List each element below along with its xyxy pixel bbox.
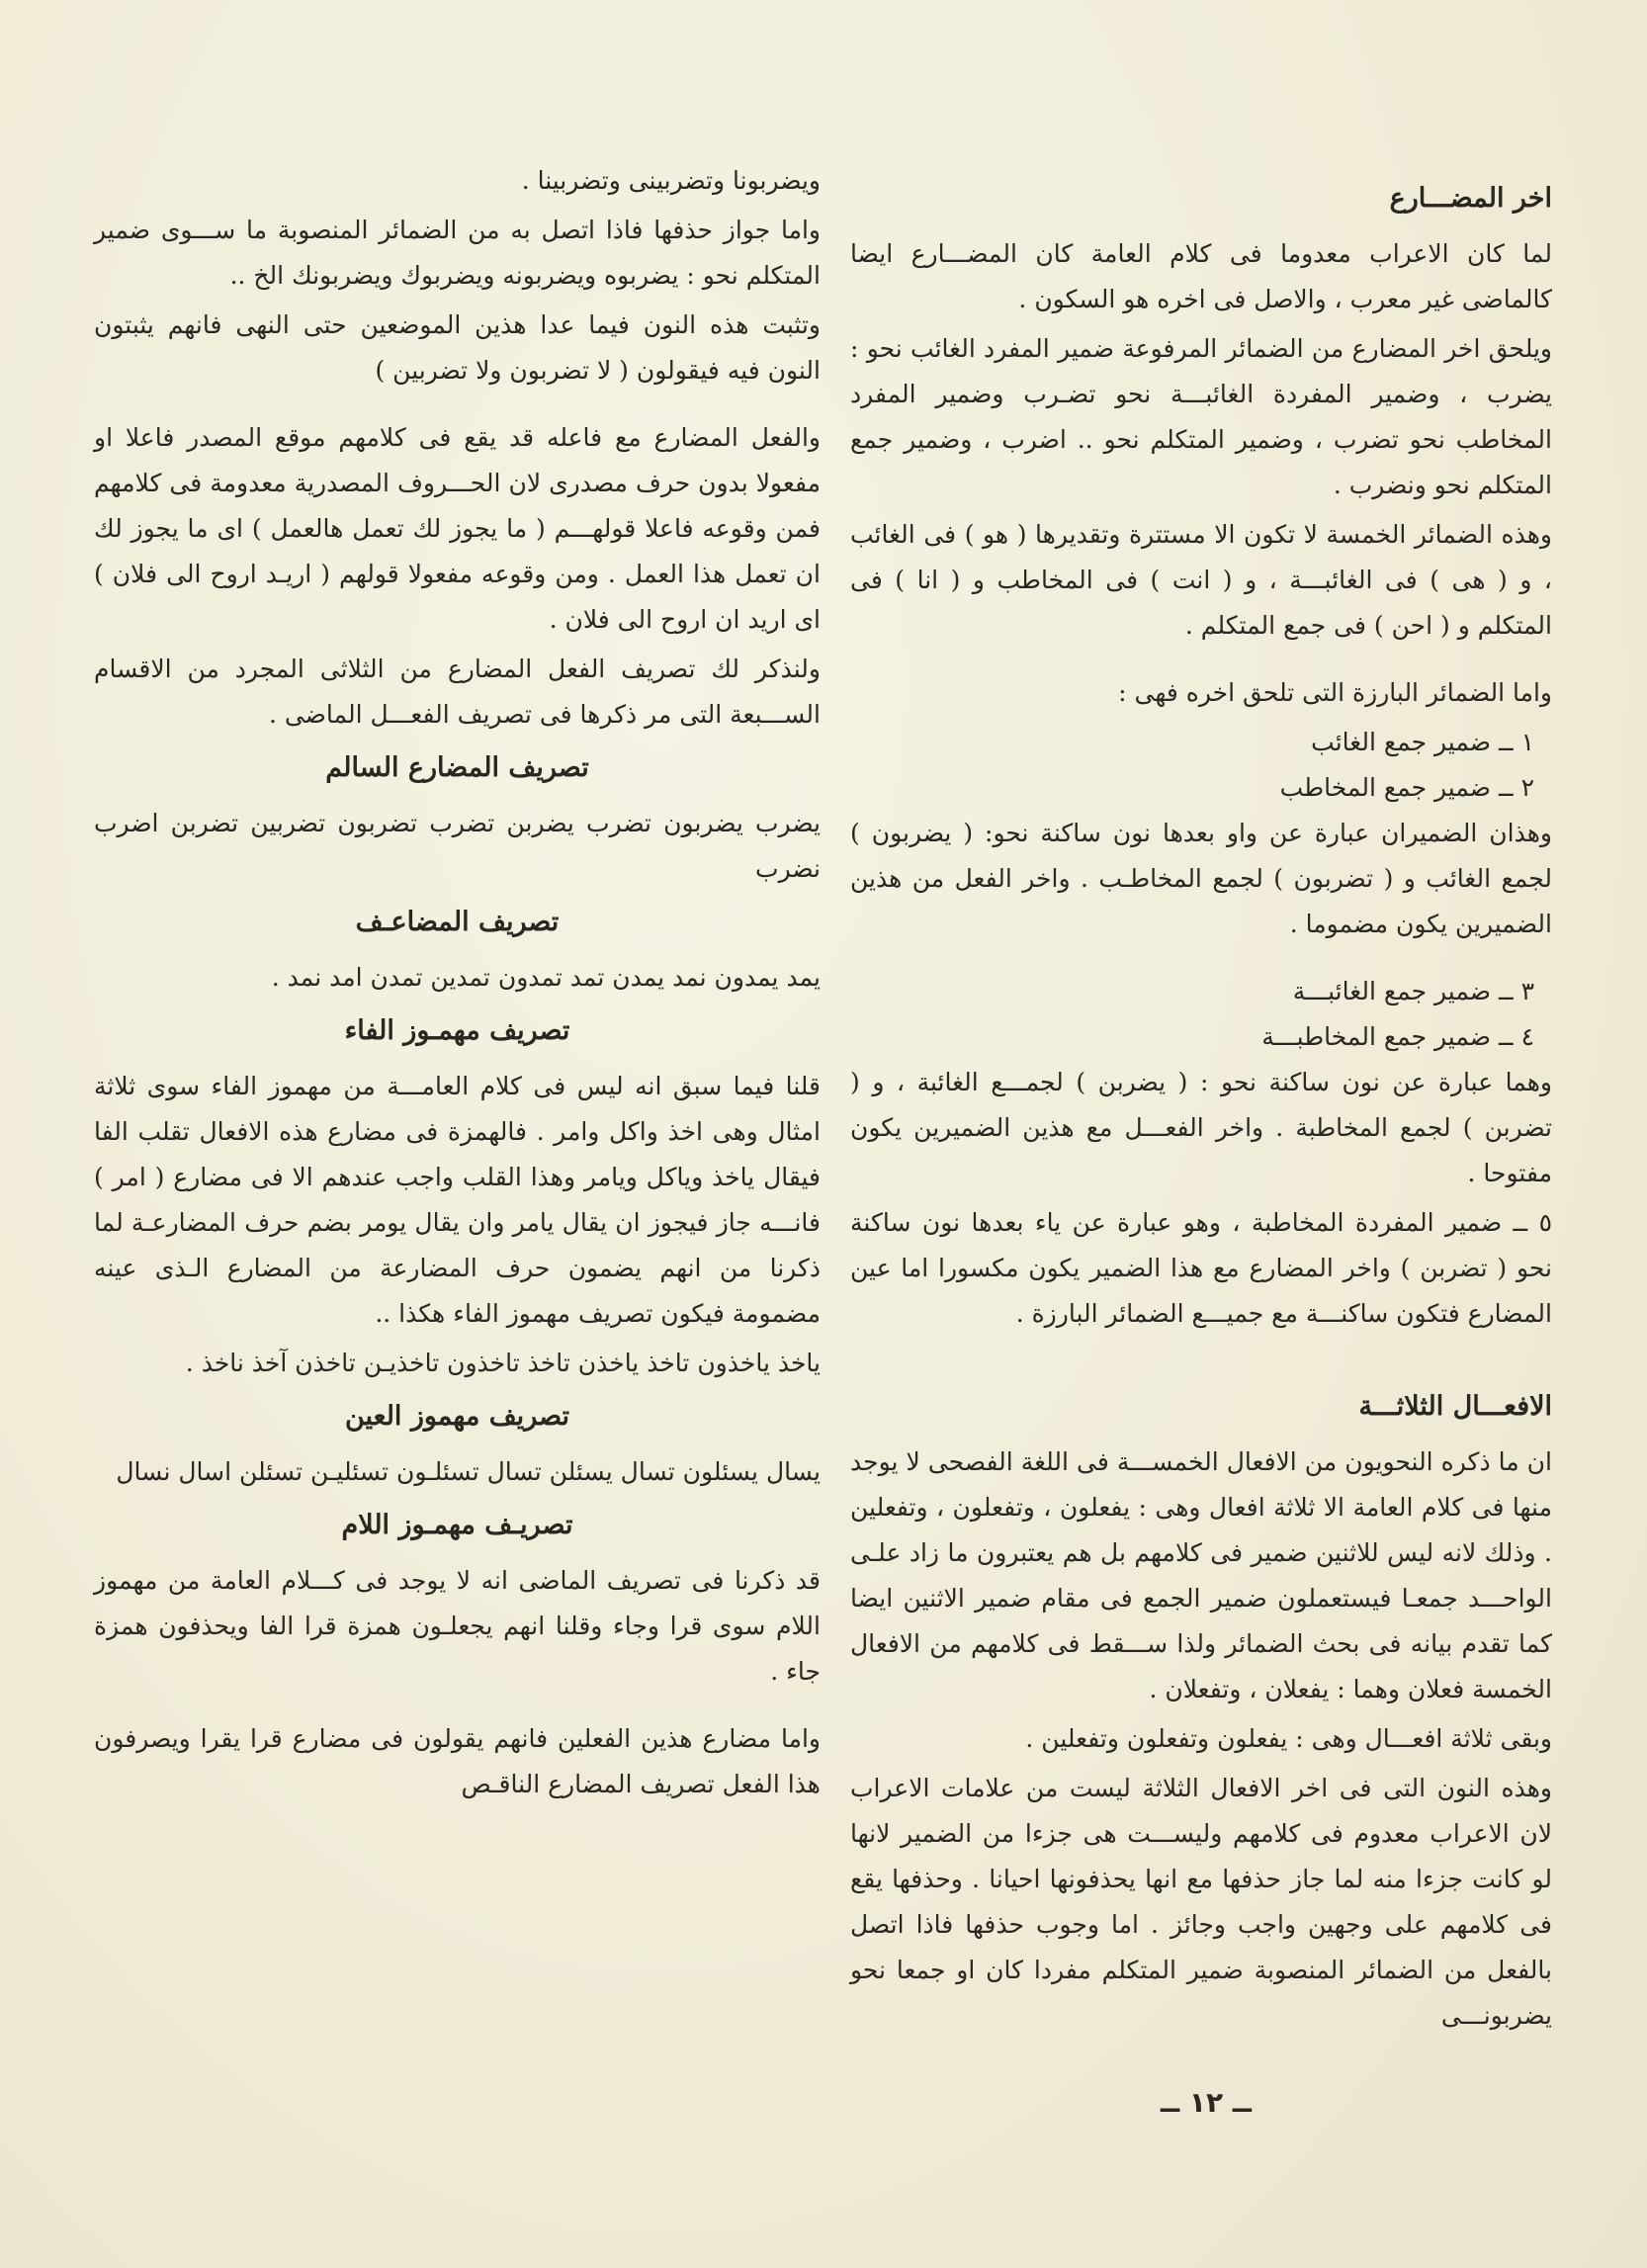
- paragraph: ويلحق اخر المضارع من الضمائر المرفوعة ضمير المفرد الغائب نحو : يضرب ، وضمير المفردة الغائبـــة نحو تضـرب وضمير المفرد المخاطب نحو تضرب ، وضمير المتكلم نحو .. اضرب ، وضمير جمع المتكلم نحو ونضرب .: [850, 334, 1552, 499]
- section-heading-mahmuz-fa: تصريف مهمـوز الفاء: [344, 1015, 570, 1046]
- section-heading-mahmuz-ain: تصريف مهموز العين: [344, 1401, 570, 1432]
- paragraph: واما جواز حذفها فاذا اتصل به من الضمائر المنصوبة ما ســـوى ضمير المتكلم نحو : يضربوه ويضربونه ويضربوك ويضربونك الخ ..: [94, 216, 821, 290]
- conjugation-line: يضرب يضربون تضرب يضربن تضرب تضربون تضربين تضربن اضرب نضرب: [94, 809, 821, 883]
- paragraph: وهذه الضمائر الخمسة لا تكون الا مستترة وتقديرها ( هو ) فى الغائب ، و ( هى ) فى الغائبـــة ، و ( انت ) فى المخاطب و ( انا ) فى المتكلم و ( احن ) فى جمع المتكلم .: [850, 520, 1552, 640]
- paragraph: ان ما ذكره النحويون من الافعال الخمســـة فى اللغة الفصحى لا يوجد منها فى كلام العامة الا ثلاثة افعال وهى : يفعلون ، وتفعلون ، وتفعلين . وذلك لانه ليس للاثنين ضمير فى كلامهم بل هم يعتبرون ما زاد علـى الواحـــد جمعـا فيستعملون ضمير الجمع فى مقام ضمير الاثنين ايضا كما تقدم بيانه فى بحث الضمائر ولذا ســـقط فى كلامهم من الافعال الخمسة فعلان وهما : يفعلان ، وتفعلان .: [850, 1447, 1552, 1703]
- paragraph: واما الضمائر البارزة التى تلحق اخره فهى :: [1118, 678, 1552, 707]
- section-heading-mudaaf: تصريف المضاعـف: [355, 907, 560, 937]
- section-heading-three-verbs: الافعـــال الثلاثـــة: [1358, 1391, 1552, 1422]
- spacer: [94, 397, 821, 415]
- paragraph: وهذه النون التى فى اخر الافعال الثلاثة ليست من علامات الاعراب لان الاعراب معدوم فى كلامهم وليســـت هى جزءا من الضمير لانها لو كانت جزءا منه لما جاز حذفها مع انها يحذفونها احيانا . وحذفها يقع فى كلامهم على وجهين واجب وجائز . اما وجوب حذفها فاذا اتصل بالفعل من الضمائر المنصوبة ضمير المتكلم مفردا كان او جمعا نحو يضربونـــى: [850, 1774, 1552, 2030]
- paragraph: والفعل المضارع مع فاعله قد يقع فى كلامهم موقع المصدر فاعلا او مفعولا بدون حرف مصدرى لان الحـــروف المصدرية معدومة فى كلامهم فمن وقوعه فاعلا قولهـــم ( ما يجوز لك تعمل هالعمل ) اى ما يجوز لك ان تعمل هذا العمل . ومن وقوعه مفعولا قولهم ( اريـد اروح الى فلان ) اى اريد ان اروح الى فلان .: [94, 423, 821, 634]
- spacer: [850, 1341, 1552, 1376]
- paragraph: قلنا فيما سبق انه ليس فى كلام العامـــة من مهموز الفاء سوى ثلاثة امثال وهى اخذ واكل وامر . فالهمزة فى مضارع هذه الافعال تقلب الفا فيقال ياخذ وياكل ويامر وهذا القلب واجب عندهم الا فى مضارع ( امر ) فانـــه جاز فيجوز ان يقال يامر وان يقال يومر بضم حرف المضارعـة لما ذكرنا من انهم يضمون حرف المضارعة من المضارع الـذى عينه مضمومة فيكون تصريف مهموز الفاء هكذا ..: [94, 1072, 821, 1328]
- paragraph: وبقى ثلاثة افعـــال وهى : يفعلون وتفعلون وتفعلين .: [1025, 1724, 1552, 1753]
- page-number: ــ ١٢ ــ: [1161, 2086, 1252, 2119]
- paragraph: ويضربونا وتضربينى وتضربينا .: [521, 166, 821, 195]
- left-column: [94, 158, 821, 1811]
- conjugation-line: ياخذ ياخذون تاخذ ياخذن تاخذ تاخذون تاخذيـن تاخذن آخذ ناخذ .: [185, 1349, 821, 1377]
- paragraph: واما مضارع هذين الفعلين فانهم يقولون فى مضارع قرا يقرا ويصرفون هذا الفعل تصريف المضارع الناقـص: [94, 1724, 821, 1798]
- list-item: ٣ ــ ضمير جمع الغائبـــة: [1292, 977, 1534, 1005]
- paragraph: ٥ ــ ضمير المفردة المخاطبة ، وهو عبارة عن ياء بعدها نون ساكنة نحو ( تضربن ) واخر المضارع مع هذا الضمير يكون مكسورا اما عين المضارع فتكون ساكنـــة مع جميـــع الضمائر البارزة .: [850, 1208, 1552, 1328]
- spacer: [850, 653, 1552, 670]
- spacer: [94, 1699, 821, 1716]
- paragraph: وتثبت هذه النون فيما عدا هذين الموضعين حتى النهى فانهم يثبتون النون فيه فيقولون ( لا تضربون ولا تضربين ): [94, 310, 821, 385]
- paragraph: وهما عبارة عن نون ساكنة نحو : ( يضربن ) لجمـــع الغائبة ، و ( تضربن ) لجمع المخاطبة . واخر الفعـــل مع هذين الضميرين يكون مفتوحا .: [850, 1068, 1553, 1187]
- paragraph: ولنذكر لك تصريف الفعل المضارع من الثلاثى المجرد من الاقسام الســـبعة التى مر ذكرها فى تصريف الفعـــل الماضى .: [94, 654, 821, 729]
- list-item: ٤ ــ ضمير جمع المخاطبـــة: [1261, 1022, 1534, 1051]
- paragraph: وهذان الضميران عبارة عن واو بعدها نون ساكنة نحو: ( يضربون ) لجمع الغائب و ( تضربون ) لجمع المخاطـب . واخر الفعل من هذين الضميرين يكون مضموما .: [850, 819, 1552, 938]
- conjugation-line: يسال يسئلون تسال يسئلن تسال تسئلـون تسئليـن تسئلن اسال نسال: [116, 1457, 821, 1486]
- list-item: ٢ ــ ضمير جمع المخاطب: [1279, 773, 1534, 802]
- conjugation-line: يمد يمدون نمد يمدن تمد تمدون تمدين تمدن امد نمد .: [271, 963, 821, 992]
- spacer: [850, 951, 1552, 969]
- section-heading-mudari-end: اخر المضـــارع: [1389, 183, 1552, 214]
- paragraph: لما كان الاعراب معدوما فى كلام العامة كان المضـــارع ايضا كالماضى غير معرب ، والاصل فى اخره هو السكون .: [850, 239, 1552, 313]
- section-heading-salim: تصريف المضارع السالم: [325, 752, 589, 783]
- paragraph: قد ذكرنا فى تصريف الماضى انه لا يوجد فى كـــلام العامة من مهموز اللام سوى قرا وجاء وقلنا انهم يجعلـون همزة قرا الفا ويحذفون همزة جاء .: [94, 1566, 821, 1686]
- right-column: [850, 168, 1552, 2043]
- list-item: ١ ــ ضمير جمع الغائب: [1311, 728, 1534, 756]
- section-heading-mahmuz-lam: تصريـف مهمـوز اللام: [341, 1510, 573, 1540]
